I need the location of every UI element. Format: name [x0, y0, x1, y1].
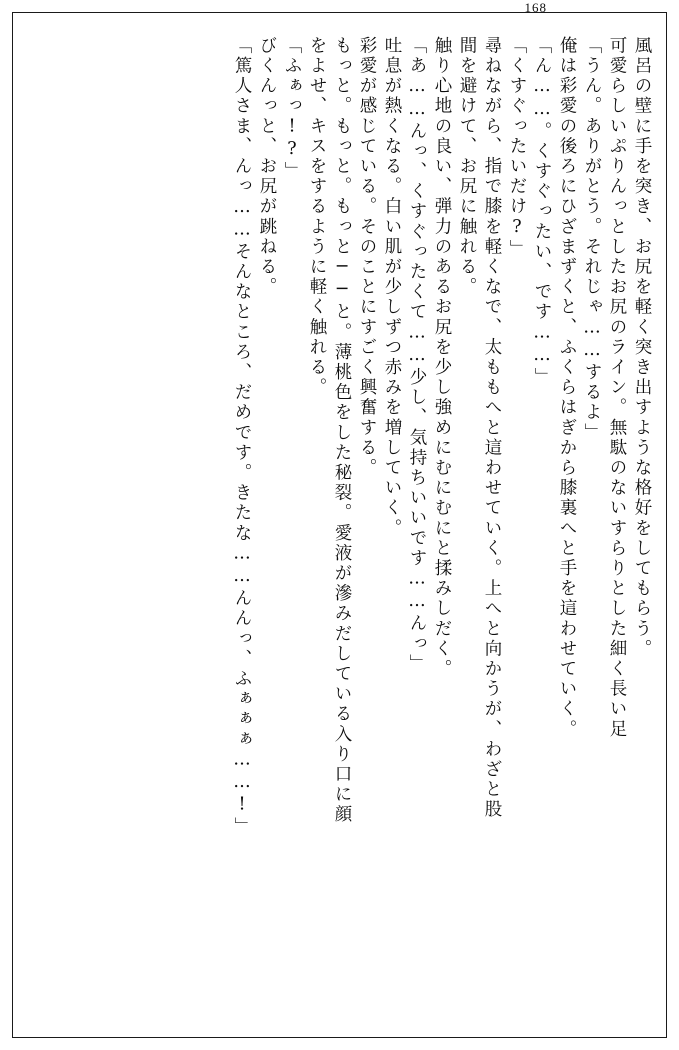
text-column: もっと。もっと。もっと──と。薄桃色をした秘裂。愛液が滲みだしている入り口に顔 [332, 36, 352, 825]
text-column: びくんっと、お尻が跳ねる。 [257, 36, 277, 298]
text-column: 「ふぁっ!?」 [282, 36, 302, 182]
text-column: をよせ、キスをするように軽く触れる。 [307, 36, 327, 398]
text-column: 風呂の壁に手を突き、お尻を軽く突き出すような格好をしてもらう。 [632, 36, 652, 660]
text-column: 尋ねながら、指で膝を軽くなで、太ももへと這わせていく。上へと向かうが、わざと股 [482, 36, 502, 820]
text-column: 「くすぐったいだけ?」 [507, 36, 527, 260]
text-column: 「篤人さま、んっ……そんなところ、だめです。きたな……んんっ、ふぁぁぁ……!」 [232, 36, 252, 838]
text-column: 彩愛が感じている。そのことにすごく興奮する。 [357, 36, 377, 479]
text-column: 触り心地の良い、弾力のあるお尻を少し強めにむにむにと揉みしだく。 [432, 36, 452, 680]
text-column: 可愛らしいぷりんっとしたお尻のライン。無駄のないすらりとした細く長い足 [607, 36, 627, 740]
text-column: 「うん。ありがとう。それじゃ……するよ」 [582, 36, 602, 443]
text-column: 「あ……んっ、くすぐったくて……少し、気持ちいいです……んっ」 [407, 36, 427, 675]
text-column: 俺は彩愛の後ろにひざまずくと、ふくらはぎから膝裏へと手を這わせていく。 [557, 36, 577, 740]
page-number: 168 [524, 0, 547, 15]
text-column: 「ん……。くすぐったい、です……」 [532, 36, 552, 388]
vertical-text-body [30, 36, 650, 1021]
text-column: 間を避けて、お尻に触れる。 [457, 36, 477, 298]
text-column: 吐息が熱くなる。白い肌が少しずつ赤みを増していく。 [382, 36, 402, 539]
